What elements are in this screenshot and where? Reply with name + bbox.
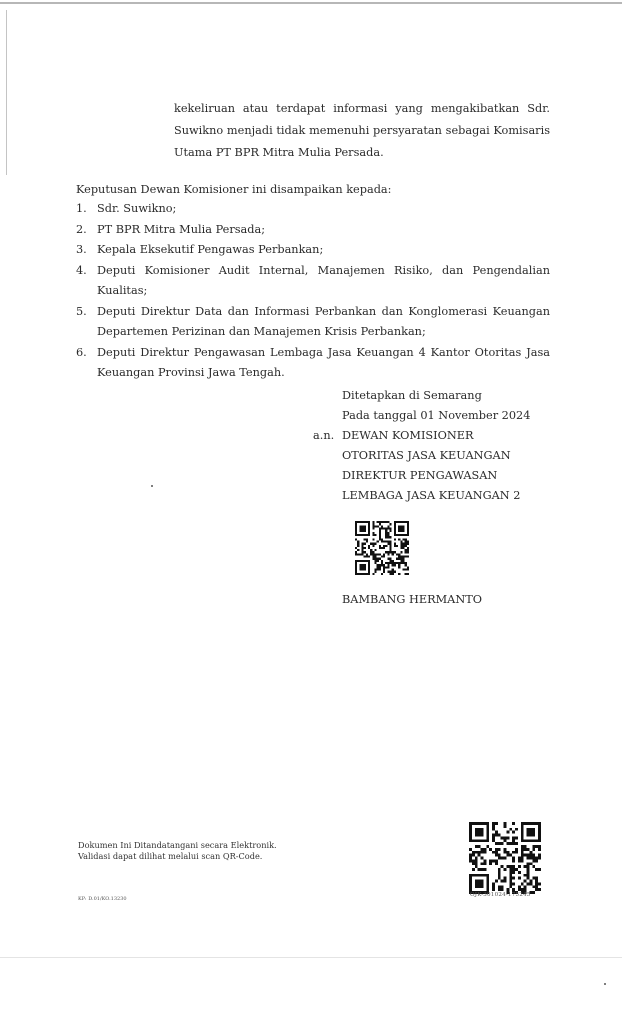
list-text: Sdr. Suwikno; <box>97 202 177 215</box>
e-signature-line-1: Dokumen Ini Ditandatangani secara Elektronik. <box>78 840 277 850</box>
signature-office-line-4: LEMBAGA JASA KEUANGAN 2 <box>342 489 521 502</box>
list-text: Deputi Direktur Data dan Informasi Perbankan dan Konglomerasi Keuangan Departemen Perizinan dan Manajemen Krisis Perbankan; <box>97 304 550 338</box>
scan-speck <box>151 485 153 487</box>
distribution-list <box>76 199 550 384</box>
list-text: PT BPR Mitra Mulia Persada; <box>97 222 266 236</box>
list-item <box>76 343 550 384</box>
document-reference: KP: D.01/KO.13230 <box>78 896 127 902</box>
list-number: 2. <box>76 222 87 236</box>
on-behalf-label: a.n. <box>313 429 335 442</box>
continuation-paragraph: kekeliruan atau terdapat informasi yang mengakibatkan Sdr. Suwikno menjadi tidak memenuhi persyaratan sebagai Komisaris Utama PT BPR Mitra Mulia Persada. <box>174 102 550 159</box>
page-bottom-edge <box>0 957 622 958</box>
list-number: 4. <box>76 263 87 277</box>
signature-office-line-3: DIREKTUR PENGAWASAN <box>342 469 498 482</box>
list-item <box>76 302 550 343</box>
qr-code-number: OJK-301024-175245 <box>470 892 531 898</box>
signature-place: Ditetapkan di Semarang <box>342 389 482 402</box>
top-border-line <box>0 2 622 4</box>
signature-qr-code <box>355 521 409 575</box>
list-item <box>76 199 550 220</box>
list-number: 1. <box>76 202 87 215</box>
list-number: 5. <box>76 304 87 318</box>
signature-office-line-2: OTORITAS JASA KEUANGAN <box>342 449 511 462</box>
list-number: 6. <box>76 345 87 359</box>
signature-date: Pada tanggal 01 November 2024 <box>342 409 531 422</box>
e-signature-line-2: Validasi dapat dilihat melalui scan QR-Code. <box>78 851 263 861</box>
scan-speck <box>604 983 606 985</box>
distribution-intro: Keputusan Dewan Komisioner ini disampaikan kepada: <box>76 183 392 196</box>
list-text: Deputi Direktur Pengawasan Lembaga Jasa Keuangan 4 Kantor Otoritas Jasa Keuangan Provinsi Jawa Tengah. <box>97 345 550 379</box>
list-item <box>76 261 550 302</box>
left-margin-line <box>6 10 7 175</box>
list-text: Kepala Eksekutif Pengawas Perbankan; <box>97 243 324 256</box>
signatory-name: BAMBANG HERMANTO <box>342 593 482 606</box>
list-text: Deputi Komisioner Audit Internal, Manajemen Risiko, dan Pengendalian Kualitas; <box>97 263 550 297</box>
signature-office-line-1: DEWAN KOMISIONER <box>342 429 474 442</box>
validation-qr-code <box>469 822 541 894</box>
list-number: 3. <box>76 243 87 256</box>
list-item <box>76 220 550 241</box>
list-item <box>76 240 550 261</box>
e-signature-note <box>78 840 277 862</box>
